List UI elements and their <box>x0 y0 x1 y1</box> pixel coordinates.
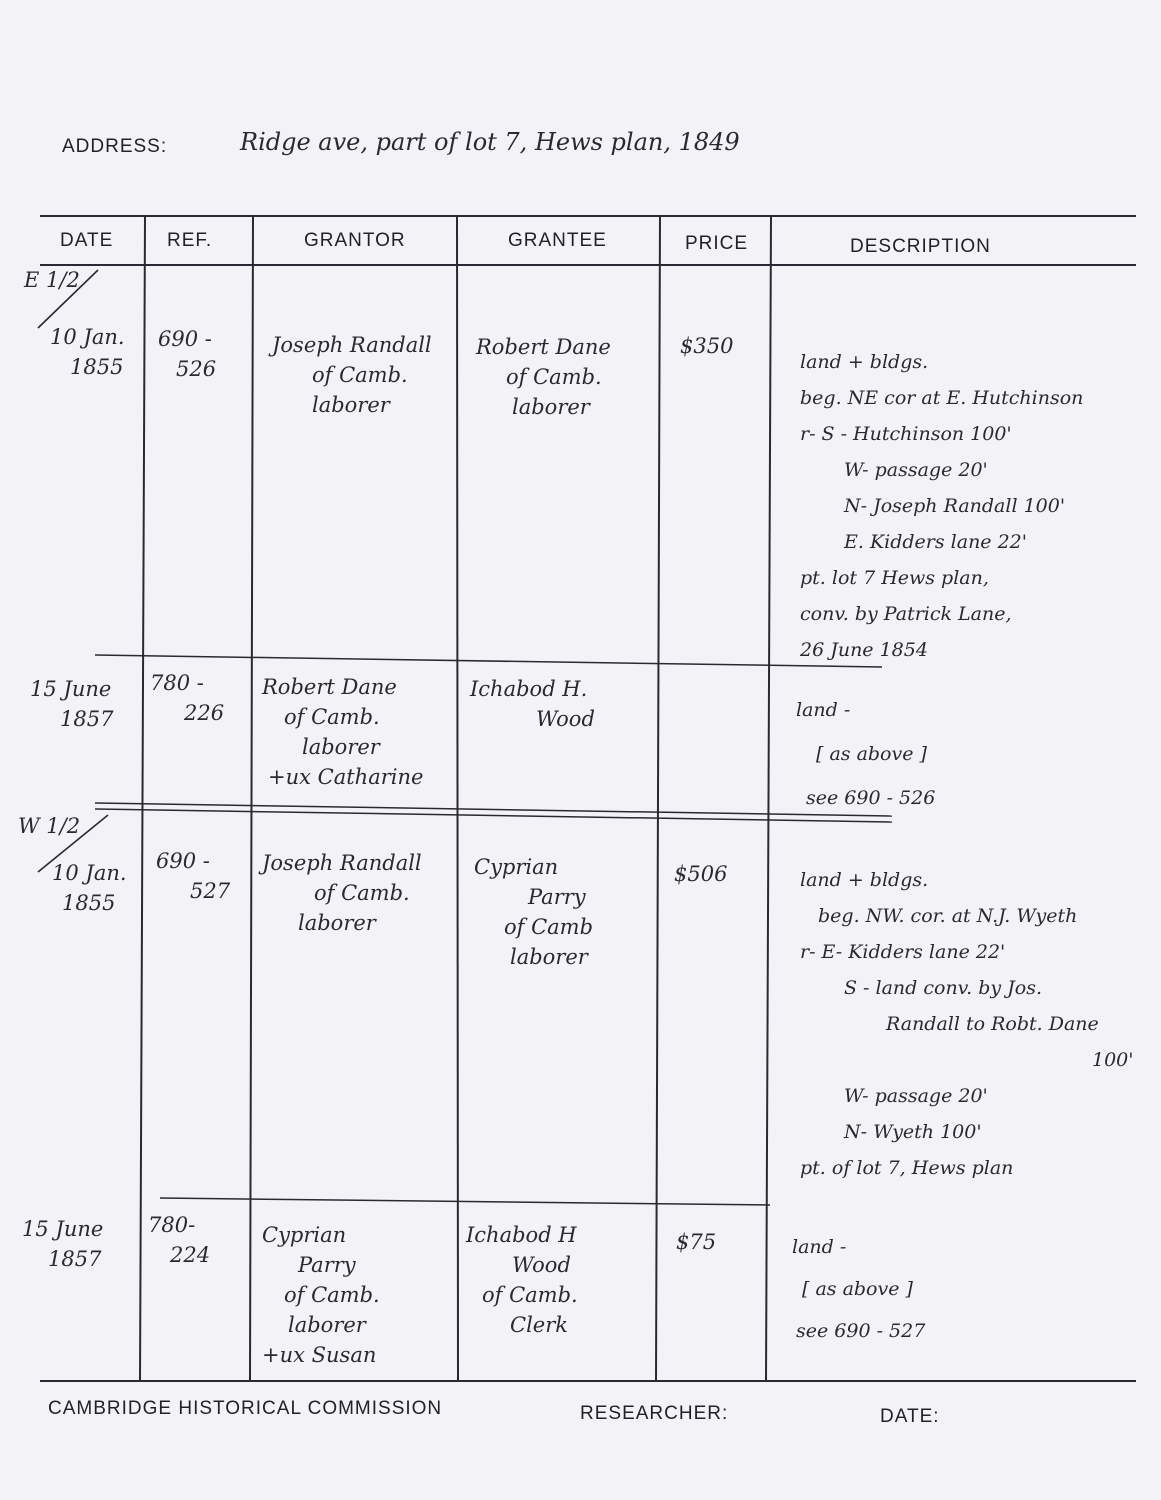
entry-4-price: $75 <box>676 1230 717 1254</box>
column-header-date: DATE <box>60 230 114 251</box>
column-header-ref: REF. <box>167 230 213 251</box>
entry-4-grantor: Cyprian Parry of Camb. laborer +ux Susan <box>262 1223 380 1367</box>
column-header-grantor: GRANTOR <box>304 230 406 251</box>
entry-2-date: 15 June 1857 <box>30 677 114 731</box>
entry-1-date: 10 Jan. 1855 <box>50 325 125 379</box>
entry-3-price: $506 <box>674 862 728 886</box>
section-label-east-half: E 1/2 <box>24 268 80 292</box>
entry-2-description: land - [ as above ] see 690 - 526 <box>796 699 936 809</box>
entry-3-description: land + bldgs. beg. NW. cor. at N.J. Wyeth r- E- Kidders lane 22' S - land conv. by Jos. Randall to Robt. Dane 100' W- passage 20' N- Wyeth 100' pt. of lot 7, Hews plan <box>800 869 1134 1179</box>
column-header-price: PRICE <box>685 233 749 254</box>
address-label: ADDRESS: <box>62 136 168 157</box>
entry-4-date: 15 June 1857 <box>22 1217 104 1271</box>
footer-date-label: DATE: <box>880 1406 940 1427</box>
entry-4-description: land - [ as above ] see 690 - 527 <box>792 1236 926 1342</box>
entry-1-price: $350 <box>680 334 734 358</box>
entry-4-grantee: Ichabod H Wood of Camb. Clerk <box>466 1223 578 1337</box>
entry-3-grantee: Cyprian Parry of Camb laborer <box>474 855 594 969</box>
entry-1-grantee: Robert Dane of Camb. laborer <box>476 335 611 419</box>
footer-researcher-label: RESEARCHER: <box>580 1403 729 1424</box>
column-header-grantee: GRANTEE <box>508 230 607 251</box>
entry-1-description: land + bldgs. beg. NE cor at E. Hutchinson r- S - Hutchinson 100' W- passage 20' N- Joseph Randall 100' E. Kidders lane 22' pt. lot 7 Hews plan, conv. by Patrick Lane, 26 June 1854 <box>800 351 1084 661</box>
entry-3-grantor: Joseph Randall of Camb. laborer <box>262 851 422 935</box>
entry-2-ref: 780 - 226 <box>150 671 225 725</box>
entry-3-date: 10 Jan. 1855 <box>52 861 127 915</box>
entry-1-grantor: Joseph Randall of Camb. laborer <box>272 333 432 417</box>
entry-2-grantor: Robert Dane of Camb. laborer +ux Catharine <box>262 675 424 789</box>
section-label-west-half: W 1/2 <box>18 814 81 838</box>
footer-commission: CAMBRIDGE HISTORICAL COMMISSION <box>48 1398 443 1419</box>
column-header-description: DESCRIPTION <box>850 236 991 257</box>
entry-4-ref: 780- 224 <box>148 1213 211 1267</box>
entry-2-grantee: Ichabod H. Wood <box>470 677 595 731</box>
entry-1-ref: 690 - 526 <box>158 327 217 381</box>
address-value: Ridge ave, part of lot 7, Hews plan, 1849 <box>240 128 740 156</box>
entry-3-ref: 690 - 527 <box>156 849 231 903</box>
